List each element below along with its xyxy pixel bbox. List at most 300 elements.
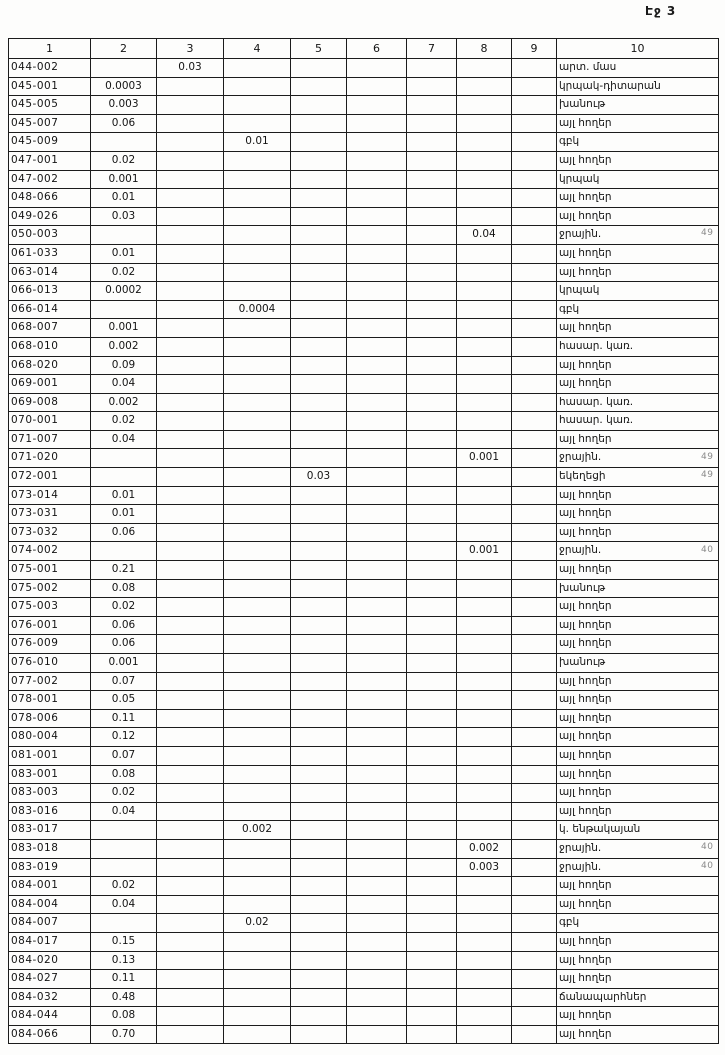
cell-land-use: այլ հողեր bbox=[557, 375, 719, 394]
table-row bbox=[9, 784, 719, 803]
cell-value: 0.02 bbox=[91, 877, 157, 896]
cell-value bbox=[291, 486, 347, 505]
cell-value bbox=[347, 244, 407, 263]
table-row bbox=[9, 1025, 719, 1044]
table-row bbox=[9, 96, 719, 115]
cell-value bbox=[407, 895, 457, 914]
cell-value bbox=[347, 616, 407, 635]
cell-value bbox=[457, 393, 512, 412]
cell-value bbox=[224, 877, 291, 896]
cell-value bbox=[291, 114, 347, 133]
cell-value bbox=[512, 951, 557, 970]
cell-value bbox=[157, 672, 224, 691]
cell-land-use: այլ հողեր bbox=[557, 616, 719, 635]
cell-land-use: այլ հողեր bbox=[557, 672, 719, 691]
cell-value: 0.04 bbox=[91, 430, 157, 449]
cell-value bbox=[291, 1025, 347, 1044]
cell-value: 0.04 bbox=[91, 895, 157, 914]
cell-value bbox=[457, 170, 512, 189]
cell-value bbox=[457, 914, 512, 933]
cell-value bbox=[291, 375, 347, 394]
cell-value bbox=[291, 598, 347, 617]
cell-value bbox=[407, 635, 457, 654]
cell-value bbox=[224, 728, 291, 747]
cell-value: 0.06 bbox=[91, 635, 157, 654]
cell-value bbox=[347, 263, 407, 282]
cell-value bbox=[291, 263, 347, 282]
cell-land-use: այլ հողեր bbox=[557, 1007, 719, 1026]
cell-parcel-code: 083-017 bbox=[9, 821, 91, 840]
cell-value bbox=[512, 59, 557, 78]
cell-value bbox=[224, 635, 291, 654]
cell-value bbox=[224, 468, 291, 487]
cell-value bbox=[407, 951, 457, 970]
table-row bbox=[9, 709, 719, 728]
cell-value bbox=[457, 932, 512, 951]
cell-value bbox=[407, 523, 457, 542]
cell-value bbox=[407, 746, 457, 765]
cell-value bbox=[157, 412, 224, 431]
cell-value bbox=[512, 170, 557, 189]
cell-value bbox=[512, 746, 557, 765]
cell-value bbox=[512, 430, 557, 449]
cell-value bbox=[224, 263, 291, 282]
table-row bbox=[9, 654, 719, 673]
cell-value bbox=[347, 895, 407, 914]
margin-note: 40 bbox=[701, 860, 714, 871]
cell-parcel-code: 049-026 bbox=[9, 207, 91, 226]
table-row bbox=[9, 337, 719, 356]
cell-land-use: ջրային. bbox=[557, 858, 719, 877]
cell-land-use: կրպակ bbox=[557, 170, 719, 189]
column-header-3: 3 bbox=[157, 39, 224, 59]
cell-value bbox=[347, 765, 407, 784]
cell-value: 0.01 bbox=[91, 486, 157, 505]
cell-parcel-code: 073-032 bbox=[9, 523, 91, 542]
cell-value bbox=[157, 932, 224, 951]
cell-parcel-code: 048-066 bbox=[9, 189, 91, 208]
cell-land-use: այլ հողեր bbox=[557, 746, 719, 765]
cell-value bbox=[157, 561, 224, 580]
cell-value bbox=[91, 59, 157, 78]
cell-value bbox=[407, 244, 457, 263]
cell-value bbox=[157, 77, 224, 96]
cell-value bbox=[291, 988, 347, 1007]
cell-land-use: այլ հողեր bbox=[557, 356, 719, 375]
cell-parcel-code: 084-044 bbox=[9, 1007, 91, 1026]
cell-value bbox=[407, 263, 457, 282]
cell-value bbox=[347, 579, 407, 598]
cell-value bbox=[347, 542, 407, 561]
cell-value bbox=[224, 170, 291, 189]
cell-value bbox=[157, 728, 224, 747]
cell-value bbox=[512, 486, 557, 505]
table-row bbox=[9, 77, 719, 96]
cell-value bbox=[157, 430, 224, 449]
cell-land-use: այլ հողեր bbox=[557, 561, 719, 580]
column-header-6: 6 bbox=[347, 39, 407, 59]
cell-value bbox=[347, 1025, 407, 1044]
cell-value bbox=[157, 691, 224, 710]
cell-value bbox=[457, 375, 512, 394]
cell-value bbox=[407, 468, 457, 487]
table-row bbox=[9, 542, 719, 561]
cell-value: 0.001 bbox=[91, 654, 157, 673]
cell-parcel-code: 074-002 bbox=[9, 542, 91, 561]
cell-value bbox=[347, 523, 407, 542]
cell-parcel-code: 084-027 bbox=[9, 970, 91, 989]
cell-value bbox=[291, 654, 347, 673]
cell-value bbox=[457, 263, 512, 282]
table-row bbox=[9, 579, 719, 598]
cell-value: 0.0003 bbox=[91, 77, 157, 96]
table-row bbox=[9, 263, 719, 282]
cell-value bbox=[224, 393, 291, 412]
cell-value bbox=[224, 226, 291, 245]
cell-value bbox=[512, 356, 557, 375]
cell-value bbox=[347, 988, 407, 1007]
cell-value bbox=[512, 244, 557, 263]
cell-value: 0.03 bbox=[91, 207, 157, 226]
cell-value bbox=[407, 728, 457, 747]
table-row bbox=[9, 189, 719, 208]
cell-value bbox=[157, 244, 224, 263]
cell-value bbox=[457, 486, 512, 505]
cell-value bbox=[157, 784, 224, 803]
cell-value: 0.08 bbox=[91, 765, 157, 784]
cell-value bbox=[291, 282, 347, 301]
column-header-2: 2 bbox=[91, 39, 157, 59]
cell-value bbox=[407, 654, 457, 673]
cell-value bbox=[457, 468, 512, 487]
cell-value bbox=[407, 691, 457, 710]
cell-value bbox=[407, 765, 457, 784]
cell-value bbox=[457, 59, 512, 78]
cell-value bbox=[512, 319, 557, 338]
cell-value bbox=[224, 672, 291, 691]
table-row bbox=[9, 598, 719, 617]
cell-parcel-code: 084-001 bbox=[9, 877, 91, 896]
cell-value: 0.003 bbox=[457, 858, 512, 877]
cell-value bbox=[407, 282, 457, 301]
cell-value bbox=[407, 709, 457, 728]
cell-value bbox=[407, 337, 457, 356]
cell-value bbox=[157, 375, 224, 394]
cell-value bbox=[224, 561, 291, 580]
table-row bbox=[9, 486, 719, 505]
cell-value bbox=[224, 356, 291, 375]
land-parcel-table bbox=[8, 38, 719, 1044]
cell-value bbox=[512, 765, 557, 784]
table-row bbox=[9, 523, 719, 542]
cell-value bbox=[407, 356, 457, 375]
cell-land-use: այլ հողեր bbox=[557, 635, 719, 654]
cell-value bbox=[291, 151, 347, 170]
cell-value bbox=[347, 337, 407, 356]
cell-parcel-code: 045-001 bbox=[9, 77, 91, 96]
column-header-7: 7 bbox=[407, 39, 457, 59]
cell-value bbox=[224, 765, 291, 784]
cell-value bbox=[347, 709, 407, 728]
cell-value bbox=[512, 802, 557, 821]
cell-value bbox=[347, 207, 407, 226]
cell-value bbox=[291, 300, 347, 319]
cell-parcel-code: 083-001 bbox=[9, 765, 91, 784]
cell-value bbox=[157, 895, 224, 914]
cell-parcel-code: 068-020 bbox=[9, 356, 91, 375]
cell-value bbox=[512, 635, 557, 654]
cell-value bbox=[291, 877, 347, 896]
cell-value bbox=[512, 988, 557, 1007]
cell-value: 0.001 bbox=[91, 319, 157, 338]
cell-value bbox=[157, 523, 224, 542]
cell-value bbox=[157, 616, 224, 635]
cell-value bbox=[457, 337, 512, 356]
cell-value bbox=[291, 932, 347, 951]
cell-parcel-code: 068-007 bbox=[9, 319, 91, 338]
cell-value bbox=[291, 616, 347, 635]
table-row bbox=[9, 375, 719, 394]
cell-parcel-code: 061-033 bbox=[9, 244, 91, 263]
cell-value: 0.13 bbox=[91, 951, 157, 970]
cell-parcel-code: 045-009 bbox=[9, 133, 91, 152]
cell-land-use: գբկ bbox=[557, 300, 719, 319]
cell-value bbox=[291, 914, 347, 933]
cell-value: 0.15 bbox=[91, 932, 157, 951]
cell-value bbox=[291, 207, 347, 226]
cell-value bbox=[457, 579, 512, 598]
cell-land-use: կ. ենթակայան bbox=[557, 821, 719, 840]
cell-parcel-code: 084-017 bbox=[9, 932, 91, 951]
cell-parcel-code: 068-010 bbox=[9, 337, 91, 356]
cell-value bbox=[407, 430, 457, 449]
cell-land-use: այլ հողեր bbox=[557, 430, 719, 449]
cell-value: 0.01 bbox=[91, 244, 157, 263]
cell-value bbox=[291, 561, 347, 580]
cell-value bbox=[512, 691, 557, 710]
cell-land-use: այլ հողեր bbox=[557, 114, 719, 133]
cell-value: 0.01 bbox=[91, 189, 157, 208]
cell-land-use: այլ հողեր bbox=[557, 784, 719, 803]
cell-value bbox=[347, 914, 407, 933]
cell-value: 0.07 bbox=[91, 672, 157, 691]
column-header-5: 5 bbox=[291, 39, 347, 59]
cell-value bbox=[347, 784, 407, 803]
cell-parcel-code: 047-001 bbox=[9, 151, 91, 170]
cell-parcel-code: 084-066 bbox=[9, 1025, 91, 1044]
cell-value bbox=[91, 449, 157, 468]
cell-value bbox=[224, 114, 291, 133]
cell-value bbox=[224, 282, 291, 301]
cell-value bbox=[457, 300, 512, 319]
cell-value bbox=[291, 709, 347, 728]
cell-value bbox=[512, 207, 557, 226]
cell-value bbox=[512, 523, 557, 542]
cell-value: 0.02 bbox=[224, 914, 291, 933]
cell-value bbox=[347, 96, 407, 115]
cell-value: 0.02 bbox=[91, 784, 157, 803]
cell-parcel-code: 081-001 bbox=[9, 746, 91, 765]
cell-land-use: հասար. կառ. bbox=[557, 337, 719, 356]
table-row bbox=[9, 300, 719, 319]
cell-land-use: այլ հողեր bbox=[557, 709, 719, 728]
cell-value: 0.03 bbox=[157, 59, 224, 78]
table-body bbox=[9, 59, 719, 1044]
cell-value bbox=[457, 951, 512, 970]
cell-value bbox=[224, 839, 291, 858]
cell-value bbox=[224, 616, 291, 635]
cell-value bbox=[347, 282, 407, 301]
cell-value bbox=[157, 951, 224, 970]
table-row bbox=[9, 393, 719, 412]
cell-value bbox=[224, 523, 291, 542]
cell-value bbox=[347, 877, 407, 896]
cell-value bbox=[407, 96, 457, 115]
cell-parcel-code: 083-018 bbox=[9, 839, 91, 858]
cell-value bbox=[407, 672, 457, 691]
cell-value bbox=[224, 858, 291, 877]
cell-value bbox=[224, 1007, 291, 1026]
cell-value bbox=[457, 598, 512, 617]
cell-value bbox=[347, 300, 407, 319]
cell-value bbox=[224, 412, 291, 431]
cell-value bbox=[347, 412, 407, 431]
cell-parcel-code: 044-002 bbox=[9, 59, 91, 78]
cell-value bbox=[291, 59, 347, 78]
cell-value bbox=[291, 635, 347, 654]
cell-value bbox=[291, 542, 347, 561]
margin-note: 40 bbox=[701, 544, 714, 555]
cell-value bbox=[457, 616, 512, 635]
cell-value bbox=[91, 300, 157, 319]
cell-value bbox=[407, 486, 457, 505]
cell-value bbox=[512, 393, 557, 412]
cell-value bbox=[91, 821, 157, 840]
cell-value bbox=[157, 449, 224, 468]
column-header-10: 10 bbox=[557, 39, 719, 59]
cell-value bbox=[291, 970, 347, 989]
cell-value: 0.002 bbox=[457, 839, 512, 858]
cell-value bbox=[224, 505, 291, 524]
cell-value bbox=[457, 784, 512, 803]
cell-value bbox=[457, 765, 512, 784]
cell-value bbox=[157, 300, 224, 319]
cell-value bbox=[291, 765, 347, 784]
cell-value bbox=[157, 393, 224, 412]
cell-value bbox=[347, 635, 407, 654]
cell-value bbox=[91, 226, 157, 245]
cell-value bbox=[224, 598, 291, 617]
cell-value bbox=[157, 151, 224, 170]
column-header-4: 4 bbox=[224, 39, 291, 59]
cell-value bbox=[512, 598, 557, 617]
cell-land-use: կրպակ bbox=[557, 282, 719, 301]
cell-value bbox=[347, 654, 407, 673]
cell-value bbox=[347, 691, 407, 710]
cell-value bbox=[407, 189, 457, 208]
cell-value: 0.08 bbox=[91, 1007, 157, 1026]
cell-land-use: այլ հողեր bbox=[557, 598, 719, 617]
cell-value bbox=[157, 96, 224, 115]
cell-value bbox=[457, 746, 512, 765]
cell-value bbox=[224, 430, 291, 449]
cell-land-use: այլ հողեր bbox=[557, 970, 719, 989]
cell-value bbox=[457, 430, 512, 449]
cell-value bbox=[224, 895, 291, 914]
cell-value bbox=[291, 951, 347, 970]
cell-parcel-code: 075-001 bbox=[9, 561, 91, 580]
table-row bbox=[9, 133, 719, 152]
table-row bbox=[9, 151, 719, 170]
table-row bbox=[9, 765, 719, 784]
cell-value bbox=[157, 542, 224, 561]
cell-value bbox=[407, 133, 457, 152]
cell-value bbox=[347, 746, 407, 765]
cell-parcel-code: 050-003 bbox=[9, 226, 91, 245]
cell-value bbox=[347, 858, 407, 877]
cell-parcel-code: 045-005 bbox=[9, 96, 91, 115]
cell-value bbox=[224, 784, 291, 803]
cell-value bbox=[347, 468, 407, 487]
cell-value: 0.01 bbox=[91, 505, 157, 524]
cell-value bbox=[347, 505, 407, 524]
cell-value bbox=[407, 319, 457, 338]
cell-value bbox=[457, 189, 512, 208]
cell-land-use: խանութ bbox=[557, 96, 719, 115]
cell-value bbox=[224, 988, 291, 1007]
cell-value bbox=[457, 988, 512, 1007]
cell-value bbox=[512, 970, 557, 989]
cell-parcel-code: 070-001 bbox=[9, 412, 91, 431]
cell-value bbox=[347, 932, 407, 951]
cell-parcel-code: 047-002 bbox=[9, 170, 91, 189]
cell-value bbox=[407, 114, 457, 133]
cell-land-use: այլ հողեր bbox=[557, 263, 719, 282]
cell-value bbox=[407, 300, 457, 319]
cell-value bbox=[457, 802, 512, 821]
cell-value bbox=[407, 988, 457, 1007]
cell-value bbox=[224, 802, 291, 821]
cell-land-use: այլ հողեր bbox=[557, 932, 719, 951]
table-row bbox=[9, 895, 719, 914]
cell-value bbox=[457, 319, 512, 338]
cell-value bbox=[157, 635, 224, 654]
cell-value bbox=[347, 728, 407, 747]
table-row bbox=[9, 226, 719, 245]
cell-value bbox=[157, 988, 224, 1007]
cell-value bbox=[407, 616, 457, 635]
cell-land-use: ջրային. bbox=[557, 542, 719, 561]
cell-value: 0.70 bbox=[91, 1025, 157, 1044]
cell-value bbox=[407, 579, 457, 598]
cell-value bbox=[224, 375, 291, 394]
cell-land-use: խանութ bbox=[557, 654, 719, 673]
cell-value bbox=[457, 356, 512, 375]
cell-value bbox=[157, 654, 224, 673]
cell-value bbox=[457, 1007, 512, 1026]
cell-value bbox=[457, 635, 512, 654]
cell-parcel-code: 084-020 bbox=[9, 951, 91, 970]
table-row bbox=[9, 468, 719, 487]
table-row bbox=[9, 672, 719, 691]
column-header-9: 9 bbox=[512, 39, 557, 59]
cell-value bbox=[157, 356, 224, 375]
cell-value bbox=[512, 728, 557, 747]
cell-value bbox=[457, 821, 512, 840]
cell-parcel-code: 083-016 bbox=[9, 802, 91, 821]
cell-value bbox=[512, 337, 557, 356]
table-row bbox=[9, 951, 719, 970]
